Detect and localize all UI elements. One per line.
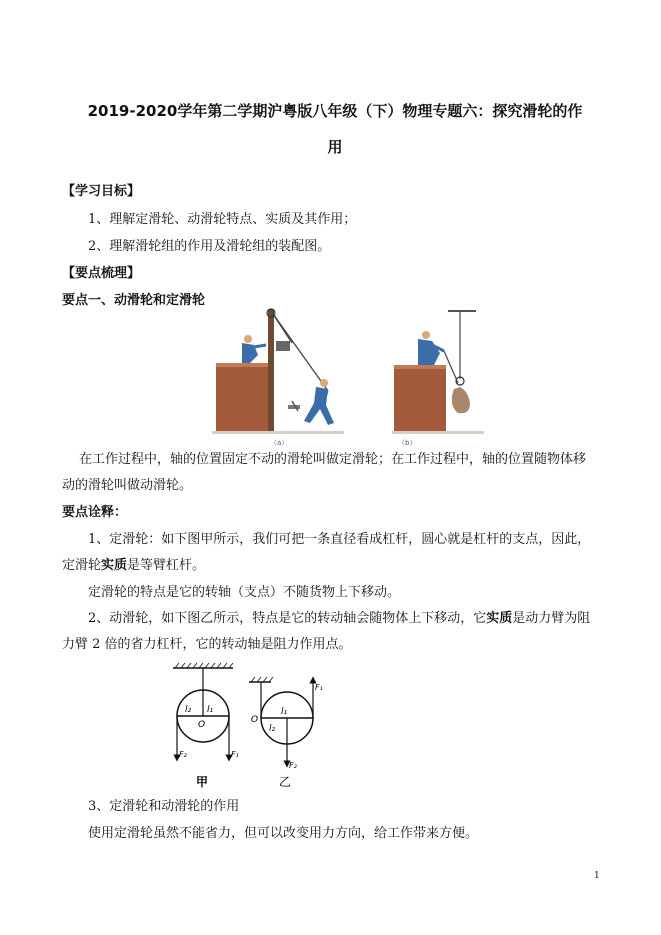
yi-f1-label: F₁ [315,683,323,692]
page-title: 2019-2020学年第二学期沪粤版八年级（下）物理专题六：探究滑轮的作 [87,102,583,120]
pulley-diagrams [165,660,335,795]
photo-b [392,311,484,434]
yi-l1-label: l₁ [281,707,288,717]
photo-a [212,309,344,434]
paragraph-definition-line1: 在工作过程中，轴的位置固定不动的滑轮叫做定滑轮；在工作过程中，轴的位置随物体移 [79,452,587,467]
movable-pulley-diagram [249,677,323,789]
jia-l2-label: l₂ [185,705,192,715]
jia-o-label: O [198,720,206,730]
pulley-worker-illustration [212,305,484,453]
yi-f2-label: F₂ [289,761,297,770]
item1-line1: 1、定滑轮：如下图甲所示，我们可把一条直径看成杠杆，圆心就是杠杆的支点，因此， [88,532,591,547]
item3-heading: 3、定滑轮和动滑轮的作用 [88,799,240,814]
jia-f1-label: F₁ [231,750,239,759]
section-heading-goals: 【学习目标】 [62,184,141,199]
yi-label: 乙 [279,775,292,789]
item3-text: 使用定滑轮虽然不能省力，但可以改变用力方向，给工作带来方便。 [88,826,479,841]
point1-heading: 要点一、动滑轮和定滑轮 [62,293,206,308]
goal-item-1: 1、理解定滑轮、动滑轮特点、实质及其作用； [88,212,357,227]
yi-o-label: O [251,715,259,725]
goal-item-2: 2、理解滑轮组的作用及滑轮组的装配图。 [88,239,331,254]
jia-label: 甲 [196,775,209,789]
jia-l1-label: l₁ [207,705,214,715]
photo-label-a: （a） [270,439,289,447]
item2-line1-post: 是动力臂为阻 [512,611,591,626]
paragraph-definition-line2: 动的滑轮叫做动滑轮。 [62,478,193,493]
item1-line2-post: 是等臂杠杆。 [127,558,206,573]
page-title-continued: 用 [327,138,343,156]
item2-line2: 力臂 2 倍的省力杠杆，它的转动轴是阻力作用点。 [62,637,352,652]
photo-label-b: （b） [398,439,417,447]
explain-heading: 要点诠释： [62,505,128,520]
yi-l2-label: l₂ [269,724,276,734]
fixed-pulley-diagram [173,663,239,789]
section-heading-points: 【要点梳理】 [62,266,141,281]
item1-line3: 定滑轮的特点是它的转轴（支点）不随货物上下移动。 [88,585,401,600]
item1-line2-pre: 定滑轮 [62,558,102,573]
page-number: 1 [594,871,600,881]
item2-line1-pre: 2、动滑轮，如下图乙所示，特点是它的转动轴会随物体上下移动，它 [88,611,487,626]
item1-line2-bold: 实质 [101,558,128,573]
jia-f2-label: F₂ [179,750,187,759]
item1-line2 [62,557,205,575]
item2-line1 [88,610,590,628]
item2-line1-bold: 实质 [486,611,513,626]
